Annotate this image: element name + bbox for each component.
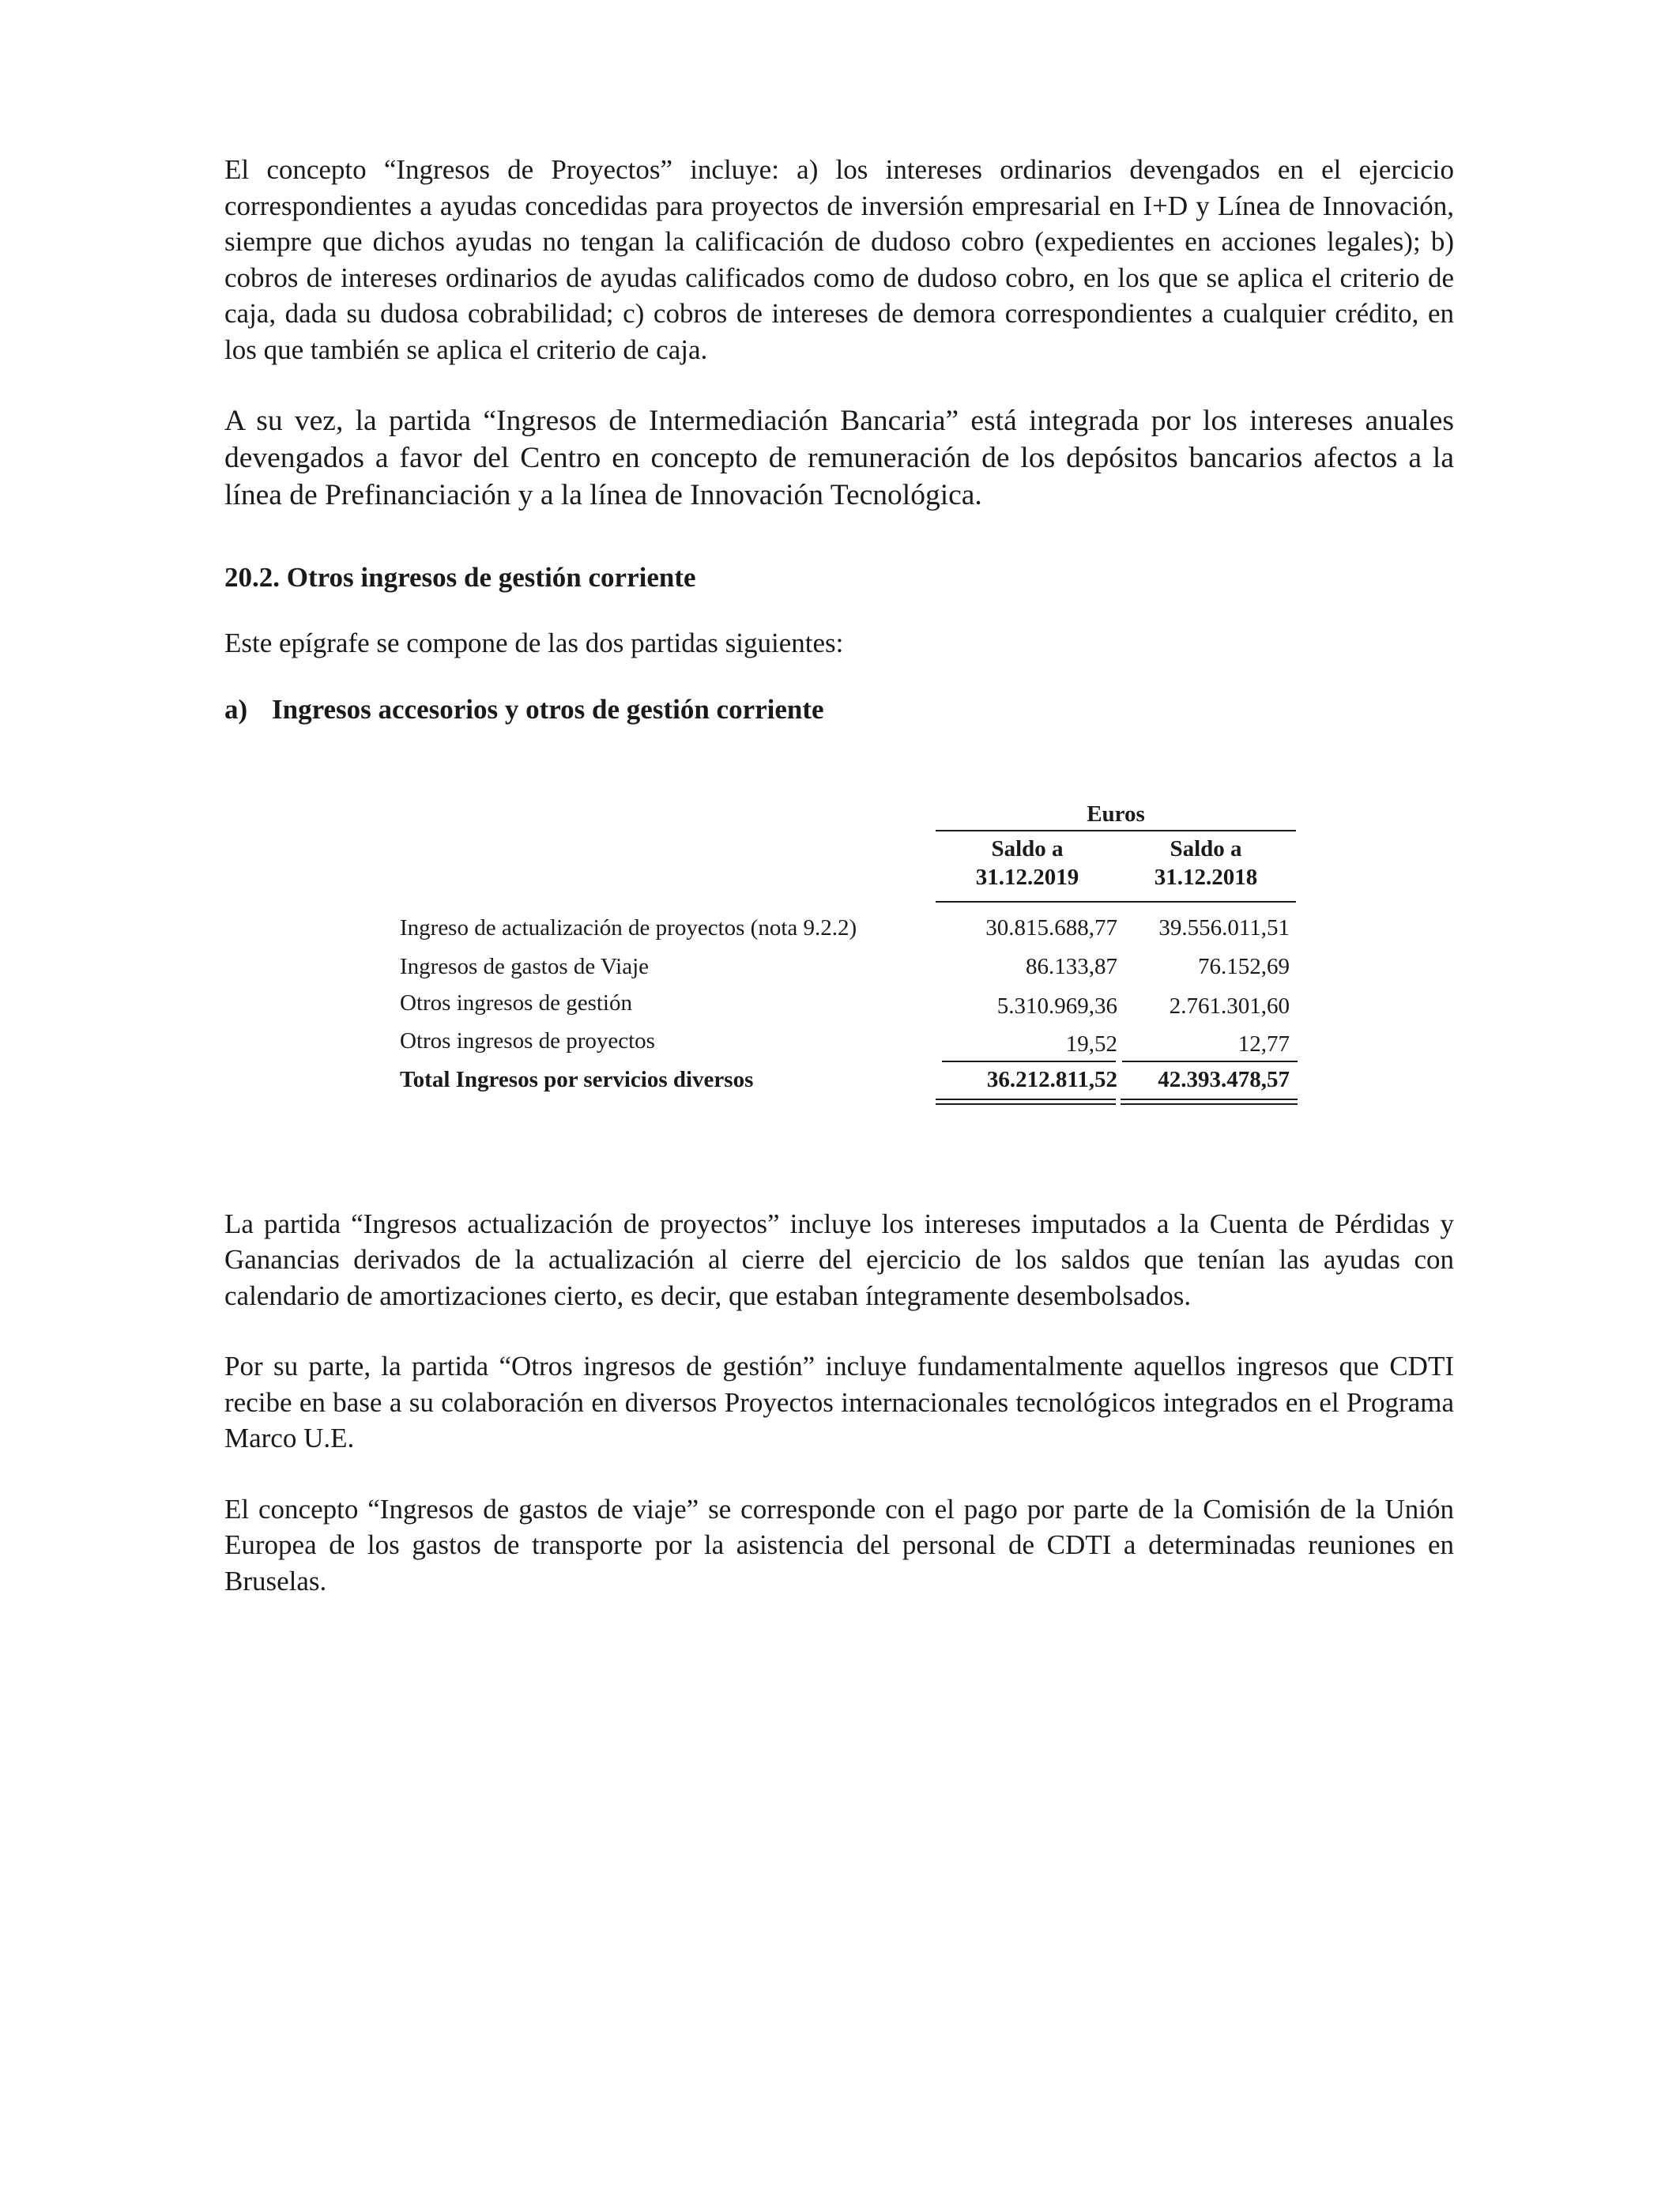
column-header-2018 <box>1116 835 1296 892</box>
table-row <box>400 987 1298 1019</box>
income-table <box>400 800 1298 1124</box>
paragraph-otros-ingresos-gestion: Por su parte, la partida “Otros ingresos de gestión” incluye fundamentalmente aquellos ingresos que CDTI recibe en base a su colaboración en diversos Proyectos internacionales tecnológicos integrados en el Programa Marco U.E. <box>224 1351 1454 1453</box>
table-total-row <box>400 1064 1298 1095</box>
paragraph-ingresos-proyectos: El concepto “Ingresos de Proyectos” incluye: a) los intereses ordinarios devengados en el ejercicio correspondientes a ayudas concedidas para proyectos de inversión empresarial en I+D y Línea de Innovación, siempre que dichos ayudas no tengan la calificación de dudoso cobro (expedientes en acciones legales); b) cobros de intereses ordinarios de ayudas calificados como de dudoso cobro, en los que se aplica el criterio de caja, dada su dudosa cobrabilidad; c) cobros de intereses de demora correspondientes a cualquier crédito, en los que también se aplica el criterio de caja. <box>224 154 1454 365</box>
subtotal-rule-2018 <box>1122 1061 1298 1062</box>
row-value-2018: 2.761.301,60 <box>1169 993 1290 1019</box>
currency-header-rule <box>936 830 1296 831</box>
total-double-rule-2019 <box>936 1099 1116 1105</box>
total-value-2019: 36.212.811,52 <box>986 1066 1117 1092</box>
table-row <box>400 912 1298 944</box>
table-row <box>400 1025 1298 1057</box>
row-label: Otros ingresos de proyectos <box>400 1027 655 1054</box>
subsection-title: Ingresos accesorios y otros de gestión corriente <box>272 693 824 725</box>
column-header-2018-line1: Saldo a <box>1170 835 1242 861</box>
document-page <box>224 152 1454 1599</box>
column-header-2019-line1: Saldo a <box>991 835 1064 861</box>
row-label: Ingreso de actualización de proyectos (nota 9.2.2) <box>400 914 857 941</box>
subsection-letter: a) <box>224 693 248 725</box>
column-header-2018-line2: 31.12.2018 <box>1154 864 1258 890</box>
row-value-2018: 76.152,69 <box>1198 953 1290 979</box>
column-header-2019-line2: 31.12.2019 <box>975 864 1079 890</box>
total-label: Total Ingresos por servicios diversos <box>400 1066 754 1092</box>
row-value-2019: 30.815.688,77 <box>985 914 1117 941</box>
row-value-2019: 86.133,87 <box>1026 953 1117 979</box>
subtotal-rule-2019 <box>942 1061 1116 1062</box>
row-value-2019: 19,52 <box>1065 1031 1117 1057</box>
row-value-2018: 39.556.011,51 <box>1158 914 1290 941</box>
currency-header: Euros <box>1087 801 1145 827</box>
paragraph-gastos-viaje: El concepto “Ingresos de gastos de viaje” se corresponde con el pago por parte de la Comisión de la Unión Europea de los gastos de transporte por la asistencia del personal de CDTI a determinadas reuniones en Bruselas. <box>224 1493 1454 1596</box>
column-header-rule <box>936 901 1296 903</box>
section-intro: Este epígrafe se compone de las dos partidas siguientes: <box>224 628 844 658</box>
row-label: Otros ingresos de gestión <box>400 990 632 1016</box>
total-double-rule-2018 <box>1121 1099 1298 1105</box>
section-heading: 20.2. Otros ingresos de gestión corriente <box>224 562 696 593</box>
row-label: Ingresos de gastos de Viaje <box>400 953 650 979</box>
column-header-2019 <box>936 835 1119 892</box>
total-value-2018: 42.393.478,57 <box>1158 1066 1290 1092</box>
row-value-2019: 5.310.969,36 <box>996 993 1117 1019</box>
post-table-text <box>224 1206 1454 1600</box>
subsection-heading <box>224 692 1454 727</box>
row-value-2018: 12,77 <box>1237 1031 1290 1057</box>
paragraph-intermediacion-bancaria: A su vez, la partida “Ingresos de Intermediación Bancaria” está integrada por los intereses anuales devengados a favor del Centro en concepto de remuneración de los depósitos bancarios afectos a la línea de Prefinanciación y a la línea de Innovación Tecnológica. <box>224 405 1454 511</box>
table-row <box>400 951 1298 982</box>
paragraph-actualizacion-proyectos: La partida “Ingresos actualización de proyectos” incluye los intereses imputados a la Cuenta de Pérdidas y Ganancias derivados de la actualización al cierre del ejercicio de los saldos que tenían las ayudas con calendario de amortizaciones cierto, es decir, que estaban íntegramente desembolsados. <box>224 1208 1454 1311</box>
